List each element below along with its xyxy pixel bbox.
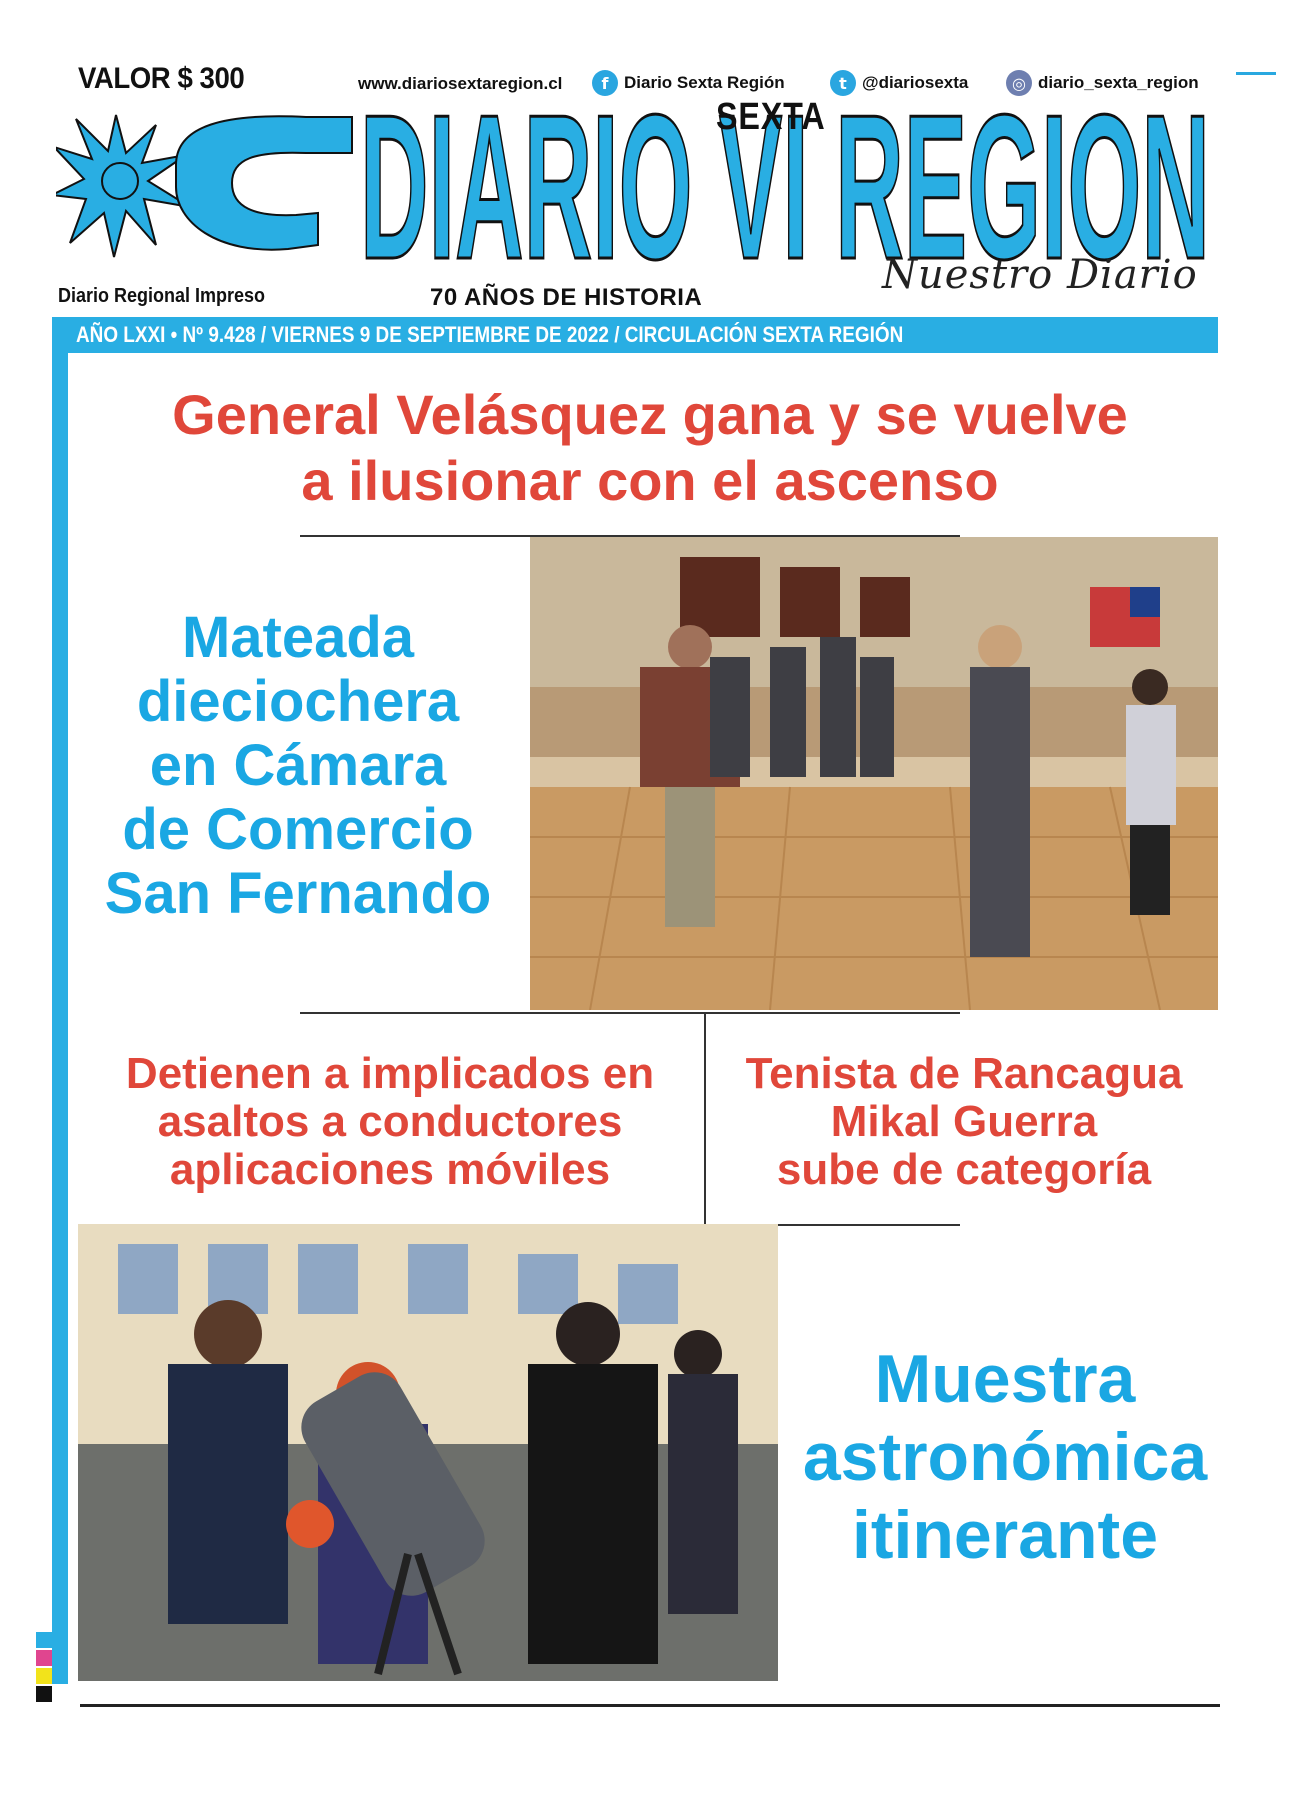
detienen-headline-line: Detienen a implicados en [125, 1049, 655, 1098]
cmyk-cyan-swatch [36, 1632, 52, 1648]
price-label: VALOR $ 300 [78, 62, 245, 95]
slogan: Nuestro Diario [882, 252, 1198, 298]
tenista-headline-line: sube de categoría [776, 1145, 1152, 1194]
detienen-headline[interactable] [80, 1050, 700, 1194]
detienen-headline-line: asaltos a conductores [157, 1097, 623, 1146]
mateada-headline-line: San Fernando [104, 861, 492, 926]
subtitle-historia: 70 AÑOS DE HISTORIA [430, 284, 703, 311]
side-bar [52, 317, 68, 1684]
date-bar-text: AÑO LXXI • Nº 9.428 / VIERNES 9 DE SEPTIEMBRE DE 2022 / CIRCULACIÓN SEXTA REGIÓN [76, 322, 904, 347]
main-headline[interactable] [80, 382, 1220, 514]
dancer-right [1126, 669, 1176, 915]
facebook-icon: f [592, 70, 618, 96]
bottom-rule [80, 1704, 1220, 1707]
tenista-headline-line: Mikal Guerra [830, 1097, 1098, 1146]
top-dash-divider [1236, 72, 1276, 75]
instagram-icon: ◎ [1006, 70, 1032, 96]
twitter-icon: t [830, 70, 856, 96]
mateada-headline[interactable] [78, 606, 518, 926]
dancer-woman [970, 625, 1030, 957]
website-link[interactable]: www.diariosextaregion.cl [358, 74, 563, 93]
muestra-headline-line: astronómica [802, 1419, 1208, 1495]
mateada-headline-line: en Cámara [149, 733, 447, 798]
mateada-headline-line: Mateada [181, 605, 415, 670]
facebook-label: Diario Sexta Región [624, 73, 785, 92]
main-headline-line: General Velásquez gana y se vuelve [172, 383, 1128, 446]
masthead-title: DIARIO VI REGION [360, 86, 1210, 266]
mateada-headline-line: de Comercio [122, 797, 474, 862]
instagram-label: diario_sexta_region [1038, 73, 1199, 92]
cmyk-yellow-swatch [36, 1668, 52, 1684]
mateada-headline-line: dieciochera [136, 669, 460, 734]
mateada-photo[interactable] [530, 537, 1218, 1010]
cmyk-black-swatch [36, 1686, 52, 1702]
detienen-headline-line: aplicaciones móviles [169, 1145, 611, 1194]
subtitle-impreso: Diario Regional Impreso [58, 285, 266, 307]
muestra-headline[interactable] [780, 1340, 1230, 1574]
muestra-headline-line: itinerante [851, 1497, 1159, 1573]
divider-vertical [704, 1012, 706, 1224]
muestra-headline-line: Muestra [874, 1341, 1136, 1417]
tenista-headline[interactable] [708, 1050, 1220, 1194]
masthead-sexta: SEXTA [716, 96, 826, 138]
tenista-headline-line: Tenista de Rancagua [745, 1049, 1183, 1098]
date-bar [62, 317, 1218, 353]
twitter-label: @diariosexta [862, 73, 969, 92]
astronomy-photo[interactable] [78, 1224, 778, 1681]
divider-middle [300, 1012, 960, 1014]
cmyk-magenta-swatch [36, 1650, 52, 1666]
main-headline-line: a ilusionar con el ascenso [301, 449, 999, 512]
spur-logo-icon [56, 95, 356, 275]
